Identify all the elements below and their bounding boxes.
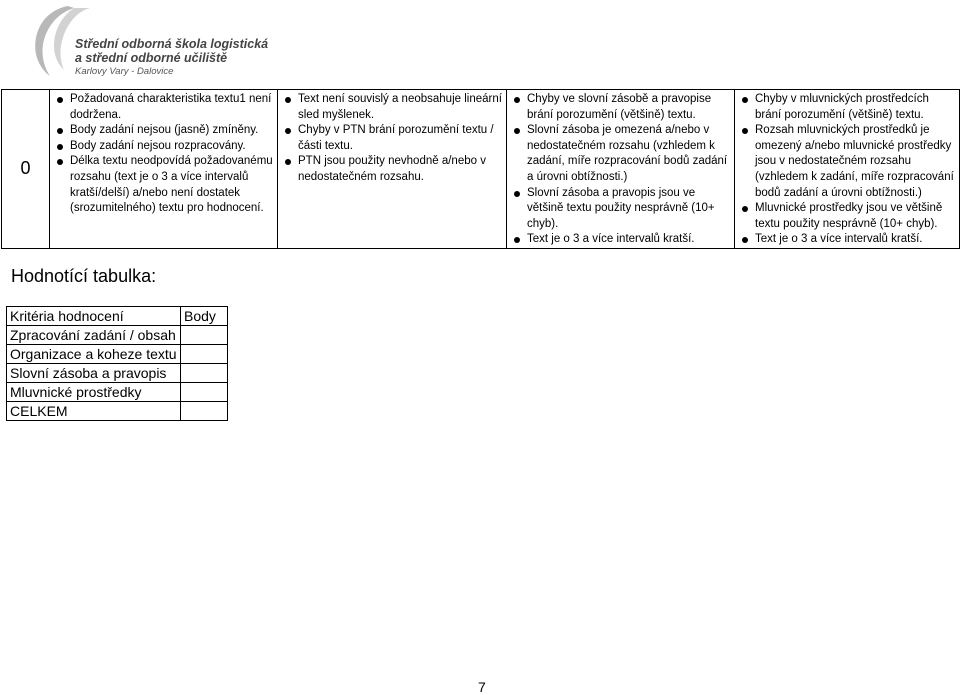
grading-table bbox=[6, 306, 228, 421]
criteria-row bbox=[2, 90, 960, 249]
criteria-label: Organizace a koheze textu bbox=[7, 345, 181, 364]
criteria-label: Slovní zásoba a pravopis bbox=[7, 364, 181, 383]
list-item: Chyby v mluvnických prostředcích brání porozumění (většině) textu. bbox=[739, 92, 955, 123]
list-item: Chyby v PTN brání porozumění textu / části textu. bbox=[282, 123, 502, 154]
list-item: Chyby ve slovní zásobě a pravopise brání porozumění (většině) textu. bbox=[511, 92, 730, 123]
logo-line-2: a střední odborné učiliště bbox=[75, 51, 228, 65]
points-cell[interactable] bbox=[181, 364, 228, 383]
grading-header-row bbox=[7, 307, 228, 326]
points-cell[interactable] bbox=[181, 326, 228, 345]
total-points-cell[interactable] bbox=[181, 402, 228, 421]
list-item: Text je o 3 a více intervalů kratší. bbox=[739, 232, 955, 248]
criteria-cell-grammar bbox=[735, 90, 960, 249]
list-item: Rozsah mluvnických prostředků je omezený a/nebo mluvnické prostředky jsou v nedostatečném rozsahu (vzhledem k zadání, míře rozpracování bodů zadání a úrovni obtížnosti.) bbox=[739, 123, 955, 201]
list-item: Text je o 3 a více intervalů kratší. bbox=[511, 232, 730, 248]
logo-line-3: Karlovy Vary - Dalovice bbox=[75, 66, 174, 77]
points-header: Body bbox=[181, 307, 228, 326]
points-cell[interactable] bbox=[181, 383, 228, 402]
criteria-table bbox=[1, 89, 960, 249]
list-item: Délka textu neodpovídá požadovanému rozsahu (text je o 3 a více intervalů kratší/delší) a/nebo není dostatek (srozumitelného) textu pro hodnocení. bbox=[54, 154, 273, 216]
criteria-cell-content bbox=[50, 90, 278, 249]
table-row-total bbox=[7, 402, 228, 421]
criteria-cell-vocabulary bbox=[507, 90, 735, 249]
table-row bbox=[7, 326, 228, 345]
criteria-header: Kritéria hodnocení bbox=[7, 307, 181, 326]
list-item: Mluvnické prostředky jsou ve většině textu použity nesprávně (10+ chyb). bbox=[739, 201, 955, 232]
criteria-label: Zpracování zadání / obsah bbox=[7, 326, 181, 345]
table-row bbox=[7, 345, 228, 364]
list-item: Body zadání nejsou rozpracovány. bbox=[54, 139, 273, 155]
total-label: CELKEM bbox=[7, 402, 181, 421]
points-cell[interactable] bbox=[181, 345, 228, 364]
list-item: Text není souvislý a neobsahuje lineární sled myšlenek. bbox=[282, 92, 502, 123]
list-item: Slovní zásoba je omezená a/nebo v nedostatečném rozsahu (vzhledem k zadání, míře rozpracování bodů zadání a úrovni obtížnosti.) bbox=[511, 123, 730, 185]
table-row bbox=[7, 364, 228, 383]
school-logo bbox=[28, 4, 268, 76]
table-row bbox=[7, 383, 228, 402]
logo-line-1: Střední odborná škola logistická bbox=[75, 37, 269, 51]
criteria-cell-organization bbox=[278, 90, 507, 249]
list-item: PTN jsou použity nevhodně a/nebo v nedostatečném rozsahu. bbox=[282, 154, 502, 185]
score-cell: 0 bbox=[2, 90, 50, 249]
page-number: 7 bbox=[478, 679, 486, 695]
list-item: Slovní zásoba a pravopis jsou ve většině textu použity nesprávně (10+ chyb). bbox=[511, 186, 730, 233]
criteria-label: Mluvnické prostředky bbox=[7, 383, 181, 402]
grading-heading: Hodnotící tabulka: bbox=[11, 266, 157, 286]
list-item: Požadovaná charakteristika textu1 není dodržena. bbox=[54, 92, 273, 123]
list-item: Body zadání nejsou (jasně) zmíněny. bbox=[54, 123, 273, 139]
